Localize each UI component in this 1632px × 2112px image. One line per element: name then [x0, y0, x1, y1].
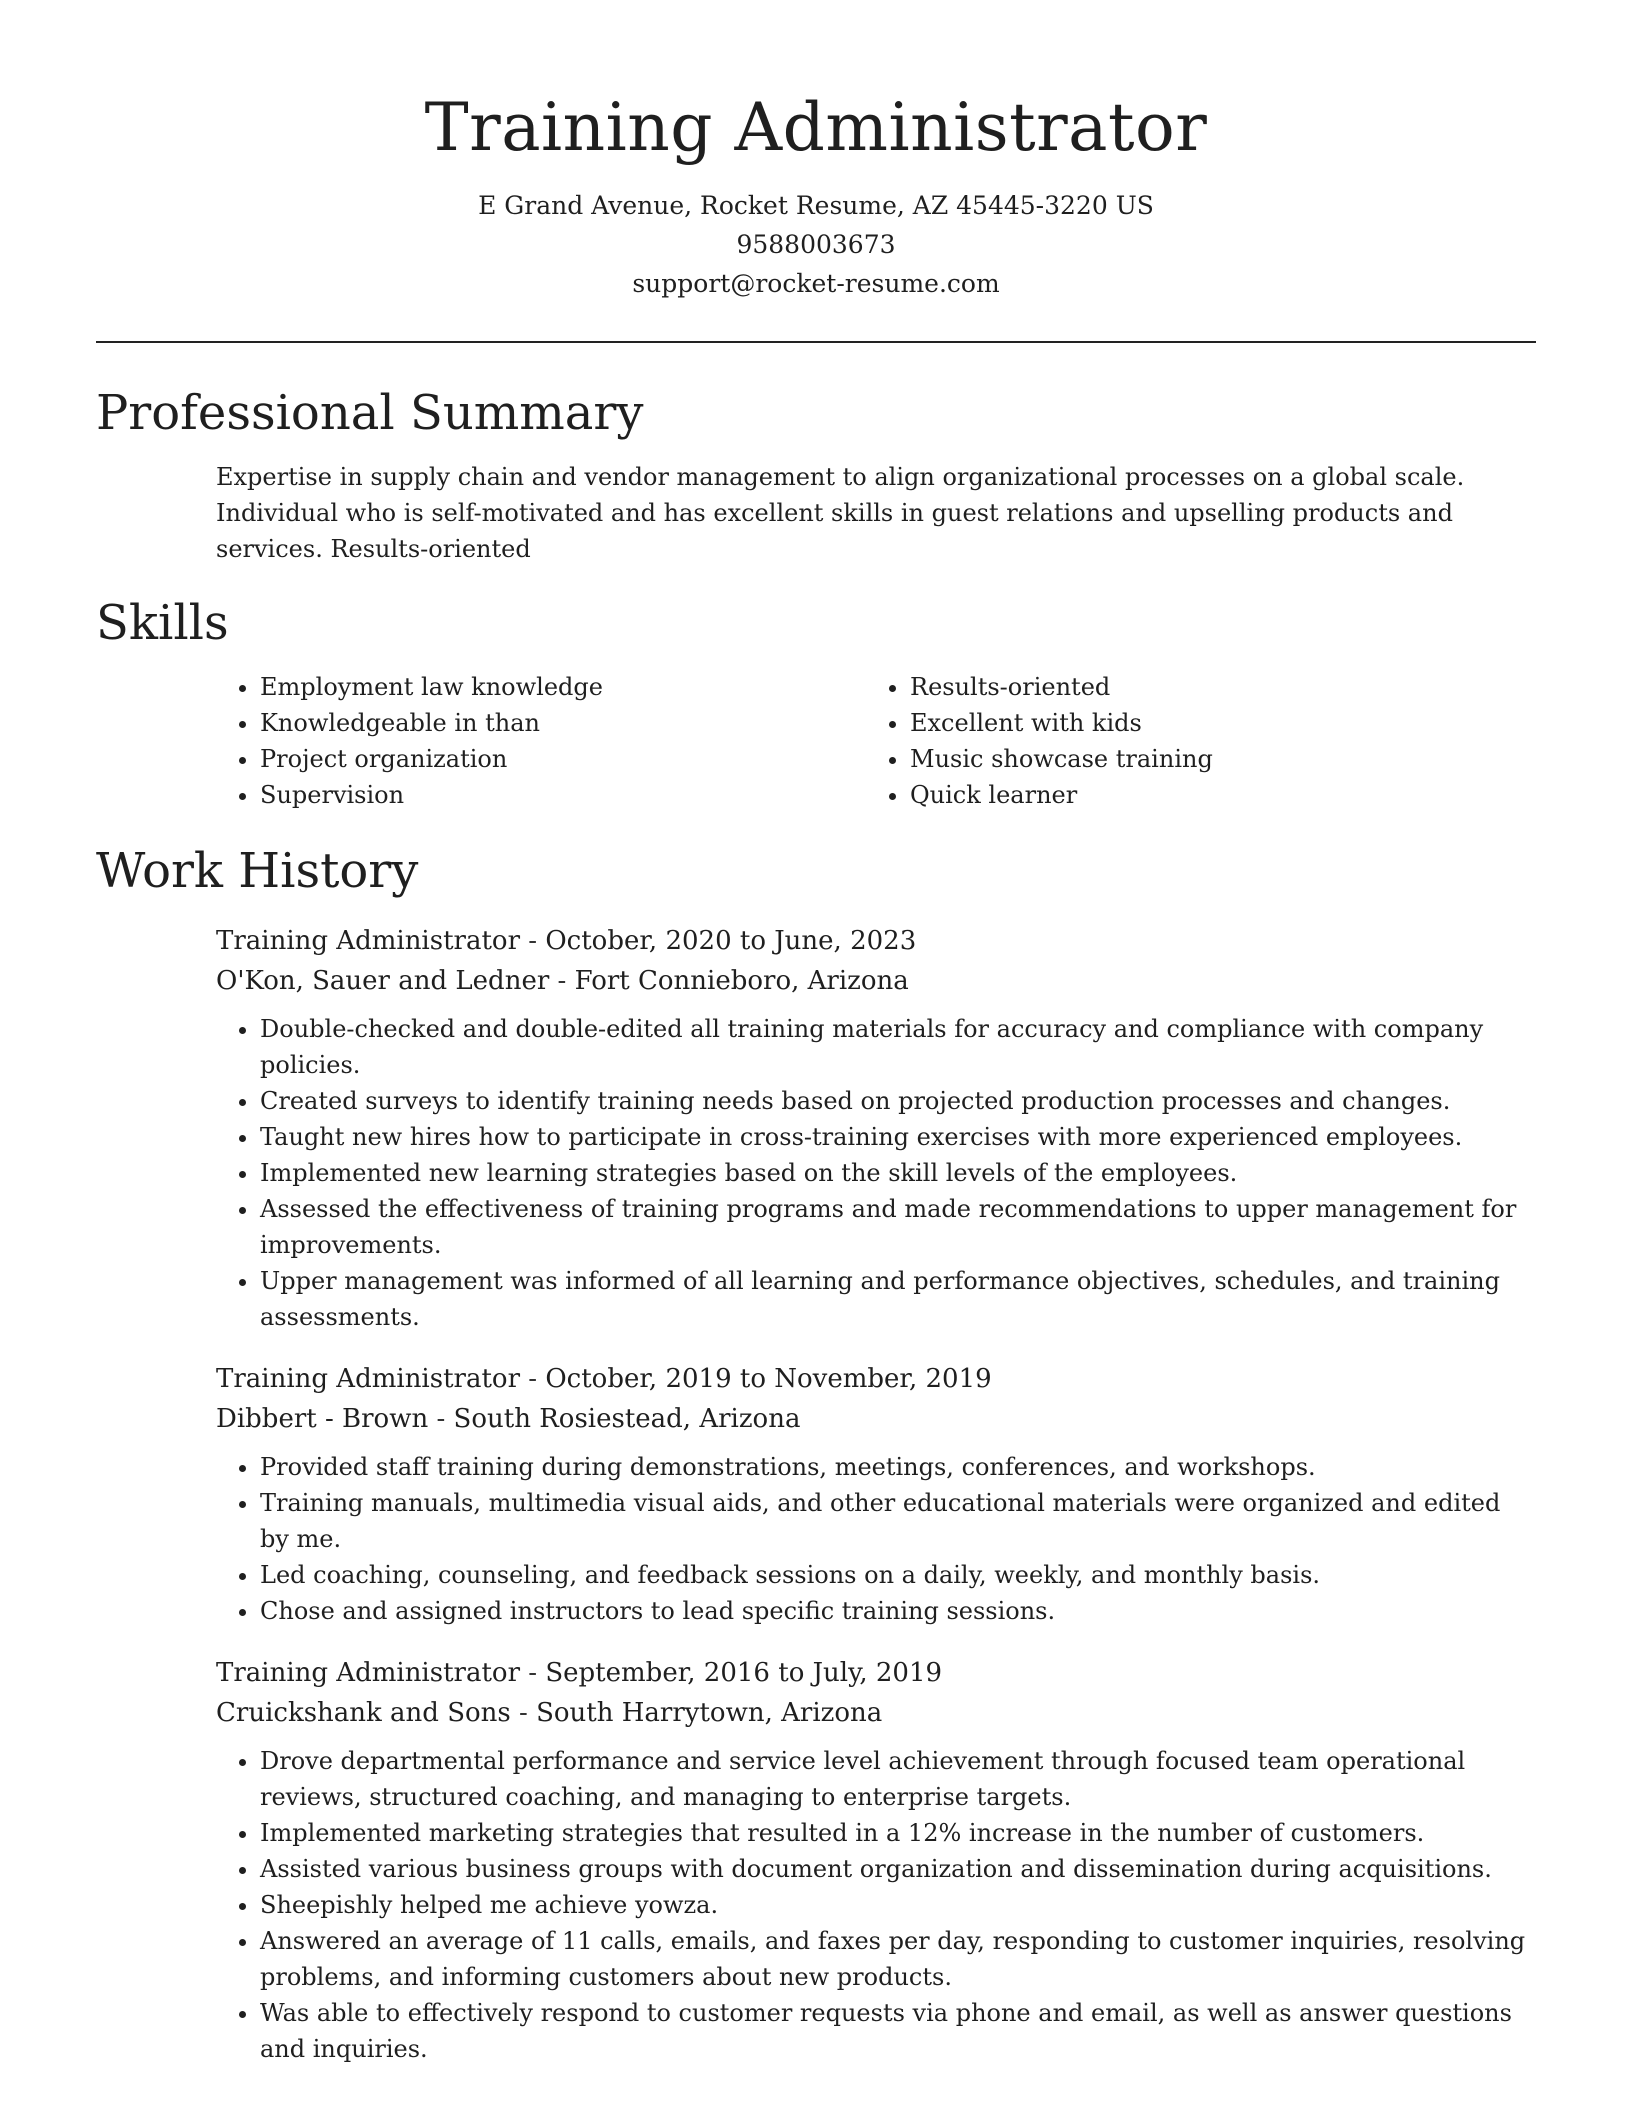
job-entry — [216, 1359, 1536, 1629]
skill-item: • Supervision — [260, 777, 866, 813]
skill-item: • Quick learner — [910, 777, 1516, 813]
skill-item: • Knowledgeable in than — [260, 705, 866, 741]
job-title-line — [216, 1359, 1536, 1399]
job-entry — [216, 1653, 1536, 2067]
job-location: South Rosiestead, Arizona — [453, 1404, 801, 1434]
skill-item: • Project organization — [260, 741, 866, 777]
job-title-line — [216, 921, 1536, 961]
duty-item: • Double-checked and double-edited all training materials for accuracy and compliance with company policies. — [260, 1011, 1536, 1083]
skill-item: • Music showcase training — [910, 741, 1516, 777]
contact-address: E Grand Avenue, Rocket Resume, AZ 45445-3220 US — [478, 191, 1154, 220]
duty-item: • Training manuals, multimedia visual aids, and other educational materials were organized and edited by me. — [260, 1485, 1536, 1557]
skill-item: • Results-oriented — [910, 669, 1516, 705]
skills-column-right — [866, 669, 1516, 813]
job-title: Training Administrator — [216, 1364, 521, 1394]
job-company-line — [216, 1693, 1536, 1733]
header-divider — [96, 341, 1536, 343]
job-entry — [216, 921, 1536, 1335]
job-separator: - — [520, 926, 546, 956]
duty-item: • Chose and assigned instructors to lead specific training sessions. — [260, 1593, 1536, 1629]
summary-heading: Professional Summary — [96, 385, 644, 441]
job-dates: October, 2019 to November, 2019 — [545, 1364, 992, 1394]
work-history-heading: Work History — [96, 843, 419, 899]
duty-item: • Was able to effectively respond to customer requests via phone and email, as well as answer questions and inquiries. — [260, 1995, 1536, 2067]
duty-item: • Taught new hires how to participate in cross-training exercises with more experienced employees. — [260, 1119, 1536, 1155]
duty-item: • Created surveys to identify training needs based on projected production processes and changes. — [260, 1083, 1536, 1119]
job-separator: - — [520, 1658, 546, 1688]
job-dates: September, 2016 to July, 2019 — [545, 1658, 943, 1688]
contact-block — [96, 186, 1536, 303]
job-dates: October, 2020 to June, 2023 — [545, 926, 917, 956]
duty-item: • Drove departmental performance and service level achievement through focused team operational reviews, structured coaching, and managing to enterprise targets. — [260, 1743, 1536, 1815]
skills-heading: Skills — [96, 595, 229, 651]
job-location: Fort Connieboro, Arizona — [574, 966, 909, 996]
skill-item: • Excellent with kids — [910, 705, 1516, 741]
duty-item: • Sheepishly helped me achieve yowza. — [260, 1887, 1536, 1923]
skills-column-left — [216, 669, 866, 813]
skills-grid — [216, 669, 1536, 813]
job-company: O'Kon, Sauer and Ledner — [216, 966, 550, 996]
skill-item: • Employment law knowledge — [260, 669, 866, 705]
duty-item: • Provided staff training during demonstrations, meetings, conferences, and workshops. — [260, 1449, 1536, 1485]
resume-page — [96, 0, 1536, 2067]
job-company-line — [216, 961, 1536, 1001]
job-company-line — [216, 1399, 1536, 1439]
duty-item: • Upper management was informed of all learning and performance objectives, schedules, and training assessments. — [260, 1263, 1536, 1335]
resume-name: Training Administrator — [424, 89, 1208, 166]
job-title: Training Administrator — [216, 1658, 521, 1688]
duty-item: • Assessed the effectiveness of training programs and made recommendations to upper management for improvements. — [260, 1191, 1536, 1263]
job-company: Cruickshank and Sons — [216, 1698, 511, 1728]
contact-email: support@rocket-resume.com — [632, 269, 1000, 298]
job-separator: - — [428, 1404, 454, 1434]
duty-item: • Implemented marketing strategies that resulted in a 12% increase in the number of customers. — [260, 1815, 1536, 1851]
job-company: Dibbert - Brown — [216, 1404, 429, 1434]
job-separator: - — [549, 966, 575, 996]
contact-phone: 9588003673 — [736, 230, 896, 259]
job-title-line — [216, 1653, 1536, 1693]
duty-item: • Assisted various business groups with document organization and dissemination during acquisitions. — [260, 1851, 1536, 1887]
duty-item: • Led coaching, counseling, and feedback sessions on a daily, weekly, and monthly basis. — [260, 1557, 1536, 1593]
job-duties — [216, 1011, 1536, 1335]
job-location: South Harrytown, Arizona — [536, 1698, 883, 1728]
job-duties — [216, 1743, 1536, 2067]
summary-text: Expertise in supply chain and vendor management to align organizational processes on a global scale. Individual who is self-motivated and has excellent skills in guest relations and upselling products and services. Results-oriented — [216, 463, 1465, 563]
job-title: Training Administrator — [216, 926, 521, 956]
job-duties — [216, 1449, 1536, 1629]
duty-item: • Answered an average of 11 calls, emails, and faxes per day, responding to customer inquiries, resolving problems, and informing customers about new products. — [260, 1923, 1536, 1995]
job-separator: - — [520, 1364, 546, 1394]
job-separator: - — [510, 1698, 537, 1728]
duty-item: • Implemented new learning strategies based on the skill levels of the employees. — [260, 1155, 1536, 1191]
